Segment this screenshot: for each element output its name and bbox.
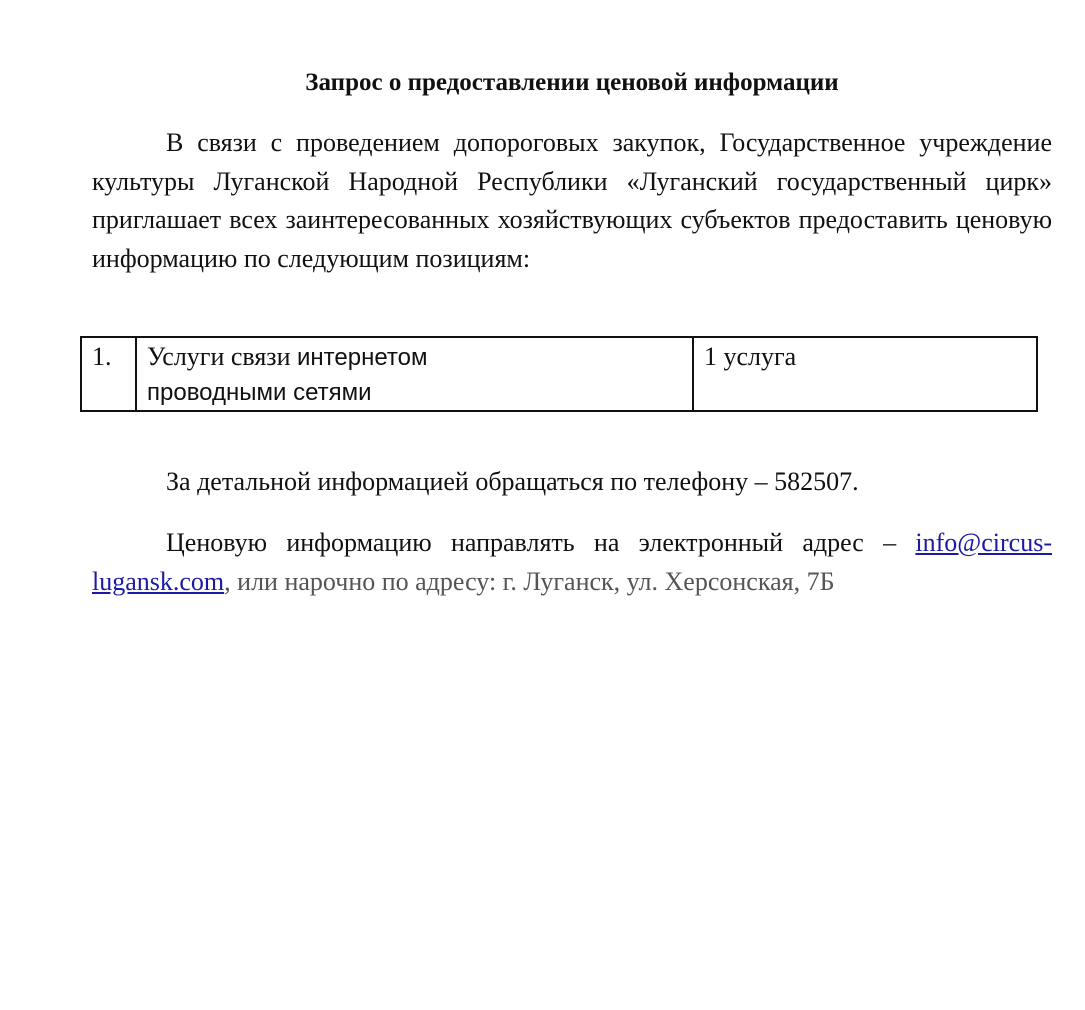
- document-title: Запрос о предоставлении ценовой информации: [305, 69, 839, 96]
- submit-paragraph: [92, 524, 1052, 601]
- table-row: [81, 337, 1037, 411]
- submit-prefix: Ценовую информацию направлять на электронный адрес –: [166, 528, 897, 557]
- email-link[interactable]: info@circus-lugansk.com: [92, 528, 1052, 596]
- submit-suffix: , или нарочно по адресу: г. Луганск, ул. Херсонская, 7Б: [224, 566, 835, 596]
- item-quantity: 1 услуга: [693, 337, 1037, 411]
- item-description: [136, 337, 693, 411]
- items-table: [80, 336, 1038, 412]
- item-description-part3: проводными сетями: [147, 379, 372, 406]
- item-description-part2: интернетом: [297, 344, 428, 371]
- item-number: 1.: [81, 337, 136, 411]
- contact-paragraph: За детальной информацией обращаться по телефону – 582507.: [166, 467, 859, 496]
- intro-paragraph: В связи с проведением допороговых закупок, Государственное учреждение культуры Луганской Народной Республики «Луганский государственный цирк» приглашает всех заинтересованных хозяйствующих субъектов предоставить ценовую информацию по следующим позициям:: [92, 128, 1052, 273]
- item-description-part1: Услуги связи: [147, 342, 297, 371]
